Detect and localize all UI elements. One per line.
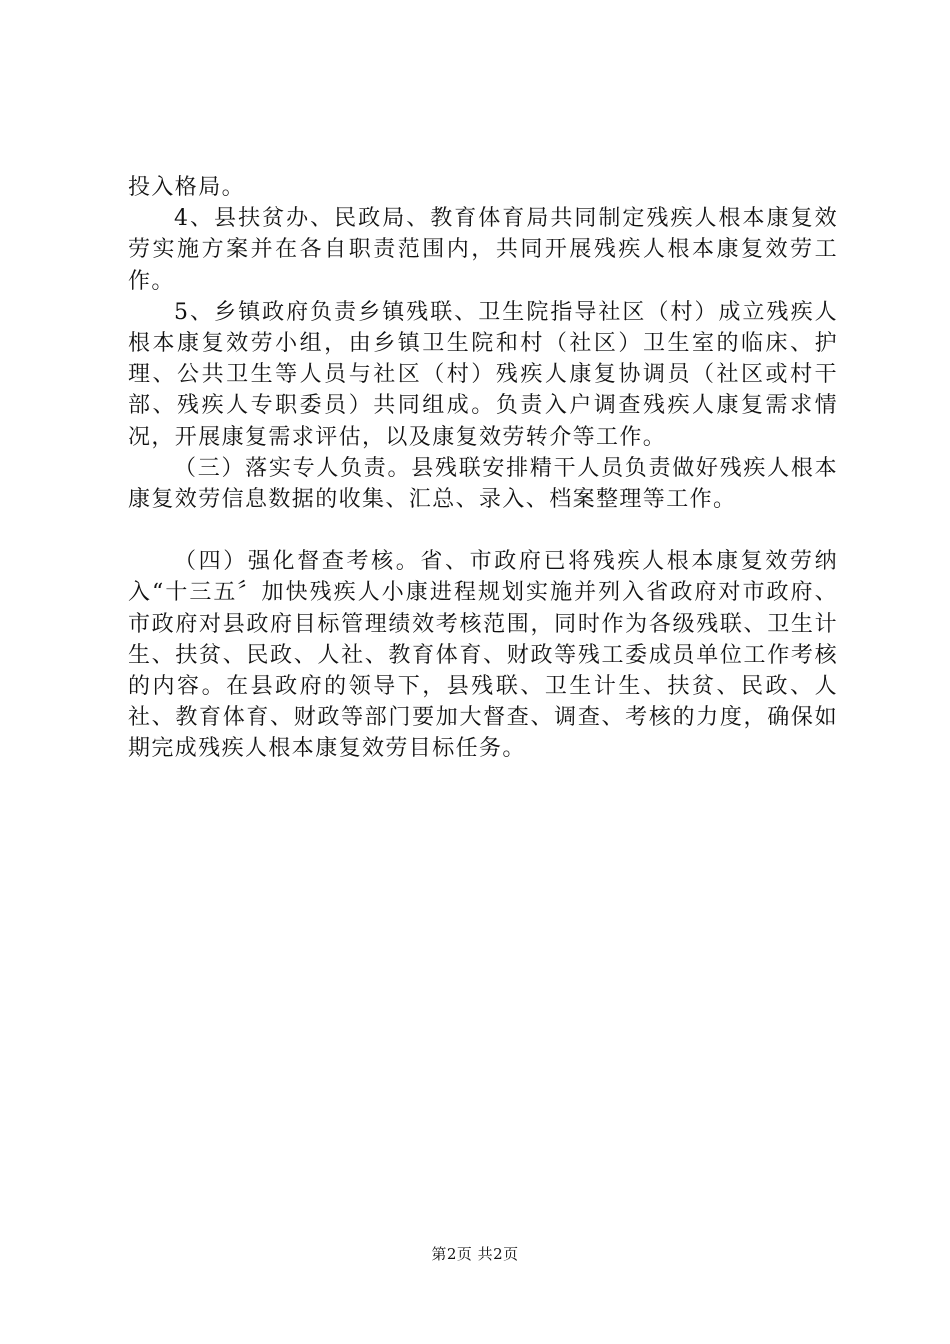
paragraph-section-3: （三）落实专人负责。县残联安排精干人员负责做好残疾人根本康复效劳信息数据的收集、汇总、录入、档案整理等工作。 — [128, 455, 838, 513]
paragraph-item-4: 4、县扶贫办、民政局、教育体育局共同制定残疾人根本康复效劳实施方案并在各自职责范围内，共同开展残疾人根本康复效劳工作。 — [128, 206, 838, 294]
document-body — [128, 172, 838, 765]
paragraph-section-4: （四）强化督查考核。省、市政府已将残疾人根本康复效劳纳入“十三五〞加快残疾人小康进程规划实施并列入省政府对市政府、市政府对县政府目标管理绩效考核范围，同时作为各级残联、卫生计生、扶贫、民政、人社、教育体育、财政等残工委成员单位工作考核的内容。在县政府的领导下，县残联、卫生计生、扶贫、民政、人社、教育体育、财政等部门要加大督查、调查、考核的力度，确保如期完成残疾人根本康复效劳目标任务。 — [128, 549, 838, 762]
paragraph-continuation: 投入格局。 — [128, 175, 246, 200]
paragraph-item-5: 5、乡镇政府负责乡镇残联、卫生院指导社区（村）成立残疾人根本康复效劳小组，由乡镇卫生院和村（社区）卫生室的临床、护理、公共卫生等人员与社区（村）残疾人康复协调员（社区或村干部、残疾人专职委员）共同组成。负责入户调查残疾人康复需求情况，开展康复需求评估，以及康复效劳转介等工作。 — [128, 299, 838, 450]
page-footer: 第2页 共2页 — [431, 1245, 519, 1263]
